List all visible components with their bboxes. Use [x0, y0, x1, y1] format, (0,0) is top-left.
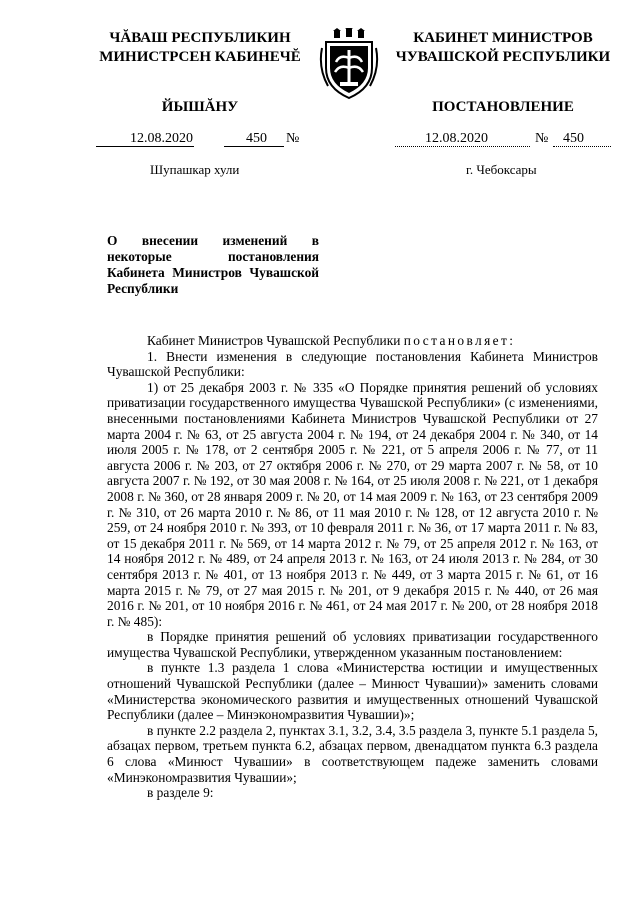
header-right	[378, 29, 628, 67]
left-no-sign: №	[286, 131, 300, 146]
right-number: 450	[563, 131, 584, 146]
header-left	[85, 29, 315, 67]
paragraph-2: 1) от 25 декабря 2003 г. № 335 «О Порядке принятия решений об условиях приватизации государственного имущества Чувашской Республики» (с изменениями, внесенными постановлениями Кабинета Министров Чувашской Республики от 27 марта 2004 г. № 63, от 25 августа 2004 г. № 194, от 24 декабря 2004 г. № 340, от 14 июля 2005 г. № 178, от 2 сентября 2005 г. № 221, от 5 апреля 2006 г. № 77, от 11 августа 2006 г. № 203, от 27 октября 2006 г. № 270, от 29 марта 2007 г. № 58, от 10 августа 2007 г. № 192, от 30 мая 2008 г. № 164, от 25 июля 2008 г. № 221, от 1 декабря 2008 г. № 360, от 28 января 2009 г. № 20, от 14 мая 2009 г. № 163, от 23 сентября 2009 г. № 310, от 26 марта 2010 г. № 86, от 11 мая 2010 г. № 128, от 12 августа 2010 г. № 259, от 24 ноября 2010 г. № 393, от 10 февраля 2011 г. № 36, от 17 марта 2011 г. № 83, от 15 декабря 2011 г. № 569, от 14 марта 2012 г. № 79, от 25 апреля 2012 г. № 163, от 14 ноября 2012 г. № 489, от 24 апреля 2013 г. № 163, от 24 июля 2013 г. № 284, от 30 сентября 2013 г. № 401, от 13 ноября 2013 г. № 449, от 3 марта 2015 г. № 61, от 16 марта 2015 г. № 79, от 27 мая 2015 г. № 201, от 9 декабря 2015 г. № 440, от 26 мая 2016 г. № 201, от 10 ноября 2016 г. № 461, от 24 мая 2017 г. № 200, от 28 ноября 2018 г. № 485):	[107, 379, 598, 629]
document-title: О внесении изменений в некоторые постановления Кабинета Министров Чувашской Республики	[107, 233, 319, 296]
paragraph-6: в разделе 9:	[147, 785, 214, 801]
left-number: 450	[246, 131, 267, 146]
intro-decrees: постановляет:	[403, 333, 516, 348]
document-body	[107, 333, 598, 801]
right-date: 12.08.2020	[425, 131, 488, 146]
place-right: г. Чебоксары	[466, 162, 537, 177]
coat-of-arms-icon	[318, 28, 380, 102]
doctype-right: ПОСТАНОВЛЕНИЕ	[432, 99, 574, 115]
header-left-line1: ЧĂВАШ РЕСПУБЛИКИН	[109, 30, 291, 46]
paragraph-4: в пункте 1.3 раздела 1 слова «Министерства юстиции и имущественных отношений Чувашской Республики (далее – Минюст Чувашии)» заменить словами «Министерства экономического развития и имущественных отношений Чувашской Республики (далее – Минэкономразвития Чувашии)»;	[107, 660, 598, 723]
paragraph-5: в пункте 2.2 раздела 2, пунктах 3.1, 3.2, 3.4, 3.5 раздела 3, пункте 5.1 раздела 5, абзацах первом, третьем пункта 6.2, абзацах первом, двенадцатом пункта 6.3 раздела 6 слова «Минюст Чувашии» в соответствующем падеже заменить словами «Минэкономразвития Чувашии»;	[107, 722, 598, 785]
header-right-line2: ЧУВАШСКОЙ РЕСПУБЛИКИ	[395, 49, 611, 65]
paragraph-1: 1. Внести изменения в следующие постановления Кабинета Министров Чувашской Республики:	[107, 348, 598, 380]
header-right-line1: КАБИНЕТ МИНИСТРОВ	[413, 30, 593, 46]
right-no-sign: №	[535, 131, 549, 146]
header-left-line2: МИНИСТРСЕН КАБИНЕЧĔ	[99, 49, 301, 65]
paragraph-3: в Порядке принятия решений об условиях приватизации государственного имущества Чувашской Республики, утвержденном указанным постановлением:	[107, 629, 598, 660]
dateline-left	[96, 131, 308, 149]
dateline-right	[395, 131, 613, 149]
doctype-left: ЙЫШĂНУ	[161, 99, 239, 115]
intro-paragraph	[107, 333, 598, 349]
intro-text: Кабинет Министров Чувашской Республики	[147, 333, 401, 348]
left-date: 12.08.2020	[130, 131, 193, 146]
place-left: Шупашкар хули	[150, 162, 240, 177]
